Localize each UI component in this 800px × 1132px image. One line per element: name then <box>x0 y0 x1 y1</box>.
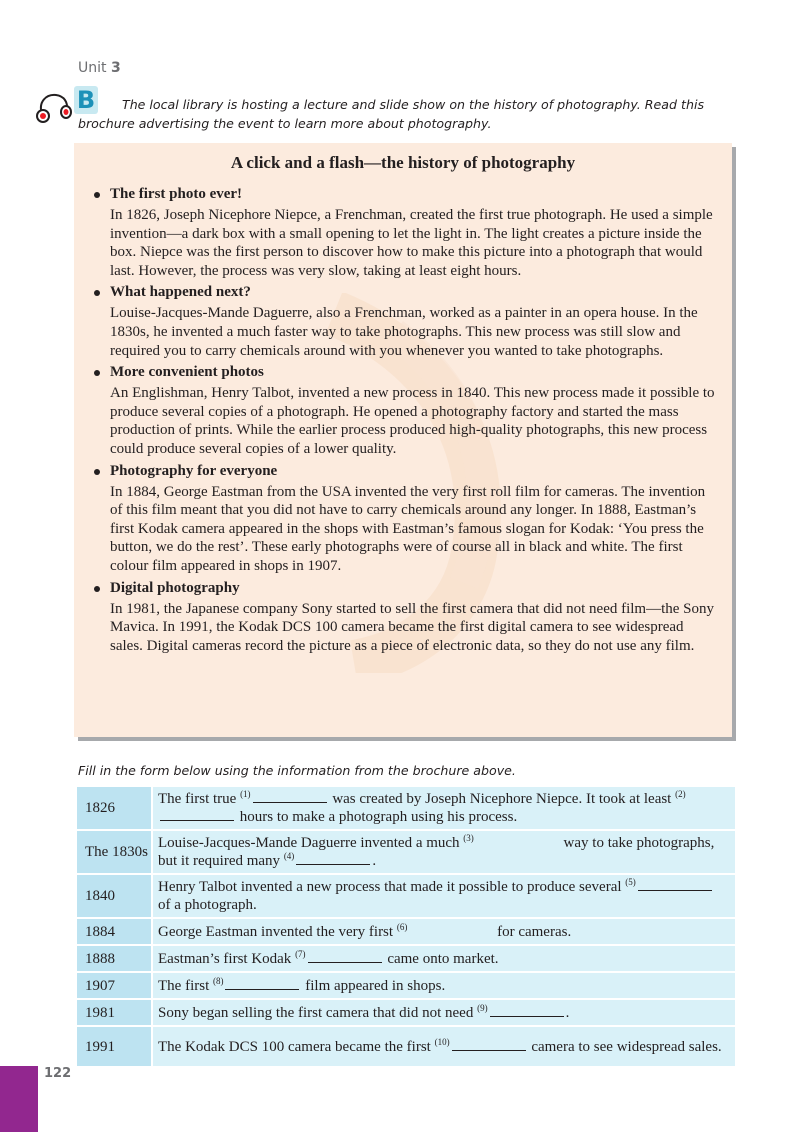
unit-label <box>78 60 121 76</box>
description-cell: George Eastman invented the very first $^{(6)}$ for cameras. <box>152 918 735 945</box>
section-body: In 1884, George Eastman from the USA invented the very first roll film for cameras. The invention of this film meant that you did not have to carry chemicals around any longer. In 1888, Eastman’s first Kodak camera appeared in the shops with Eastman’s famous slogan for Kodak: ‘You press the button, we do the rest’. These early photographs were of course all in black and white. The first colour film appeared in shops in 1907. <box>110 483 706 574</box>
year-cell: 1826 <box>77 787 152 830</box>
brochure-sections <box>94 185 716 658</box>
table-row <box>77 945 735 972</box>
answer-blank-9[interactable] <box>490 1006 564 1017</box>
table-row <box>77 999 735 1026</box>
page-number: 122 <box>44 1066 72 1081</box>
answer-blank-1[interactable] <box>253 792 327 803</box>
section-body: In 1826, Joseph Nicephore Niepce, a Frenchman, created the first true photograph. He used a simple invention—a dark box with a small opening to let the light in. The light creates a picture inside the box. Niepce was the first person to discover how to make this picture into a photograph that would last. However, the process was very slow, taking at least eight hours. <box>110 207 713 279</box>
section-convenient-photos <box>94 363 716 458</box>
description-cell: The Kodak DCS 100 camera became the first $^{(10)}$ camera to see widespread sales. <box>152 1026 735 1067</box>
form-instruction: Fill in the form below using the information from the brochure above. <box>78 763 516 778</box>
table-row <box>77 972 735 999</box>
section-what-happened-next <box>94 283 716 360</box>
description-cell: Sony began selling the first camera that did not need $^{(9)}$ . <box>152 999 735 1026</box>
section-digital-photography <box>94 579 716 656</box>
unit-number: 3 <box>110 60 121 76</box>
table-row <box>77 918 735 945</box>
table-row <box>77 874 735 918</box>
section-body: Louise-Jacques-Mande Daguerre, also a Frenchman, worked as a painter in an opera house. In the 1830s, he invented a much faster way to take photographs. This new process was still slow and required you to carry chemicals around with you whenever you wanted to take photographs. <box>110 305 698 359</box>
year-cell: The 1830s <box>77 830 152 874</box>
year-cell: 1981 <box>77 999 152 1026</box>
table-row <box>77 1026 735 1067</box>
description-cell: The first true $^{(1)}$ was created by Joseph Nicephore Niepce. It took at least $^{(2)}$ hours to make a photograph using his process. <box>152 787 735 830</box>
section-badge: B <box>74 86 98 114</box>
year-cell: 1884 <box>77 918 152 945</box>
section-body: In 1981, the Japanese company Sony started to sell the first camera that did not need film—the Sony Mavica. In 1991, the Kodak DCS 100 camera became the first digital camera to see widespread sales. Digital cameras record the picture as a piece of electronic data, so they do not use any film. <box>110 600 715 654</box>
answer-blank-10[interactable] <box>452 1040 526 1051</box>
section-body: An Englishman, Henry Talbot, invented a new process in 1840. This new process made it possible to produce several copies of a photograph. He opened a photography factory and started the mass production of prints. While the earlier process produced high-quality photographs, this new process could produce several copies of a lower quality. <box>110 385 715 457</box>
section-heading: Photography for everyone <box>94 462 716 481</box>
section-heading: What happened next? <box>94 283 716 302</box>
section-photography-for-everyone <box>94 462 716 576</box>
answer-blank-4[interactable] <box>296 854 370 865</box>
description-cell: The first $^{(8)}$ film appeared in shops. <box>152 972 735 999</box>
table-row <box>77 830 735 874</box>
section-heading: Digital photography <box>94 579 716 598</box>
answer-blank-8[interactable] <box>225 979 299 990</box>
timeline-form <box>77 787 735 1068</box>
reading-instructions: The local library is hosting a lecture and slide show on the history of photography. Read this brochure advertising the event to learn more about photography. <box>78 97 704 131</box>
year-cell: 1907 <box>77 972 152 999</box>
section-heading: More convenient photos <box>94 363 716 382</box>
table-row <box>77 787 735 830</box>
description-cell: Louise-Jacques-Mande Daguerre invented a much $^{(3)}$ way to take photographs, but it required many $^{(4)}$ . <box>152 830 735 874</box>
year-cell: 1991 <box>77 1026 152 1067</box>
answer-blank-5[interactable] <box>638 880 712 891</box>
description-cell: Eastman’s first Kodak $^{(7)}$ came onto market. <box>152 945 735 972</box>
brochure-title: A click and a flash—the history of photography <box>230 153 576 172</box>
brochure <box>74 143 732 737</box>
section-heading: The first photo ever! <box>94 185 716 204</box>
year-cell: 1840 <box>77 874 152 918</box>
answer-blank-2[interactable] <box>160 810 234 821</box>
headphones-icon <box>34 90 74 124</box>
unit-word: Unit <box>78 60 107 76</box>
answer-blank-7[interactable] <box>308 952 382 963</box>
page-color-bar <box>0 1066 38 1132</box>
description-cell: Henry Talbot invented a new process that made it possible to produce several $^{(5)}$ of a photograph. <box>152 874 735 918</box>
year-cell: 1888 <box>77 945 152 972</box>
section-first-photo <box>94 185 716 280</box>
